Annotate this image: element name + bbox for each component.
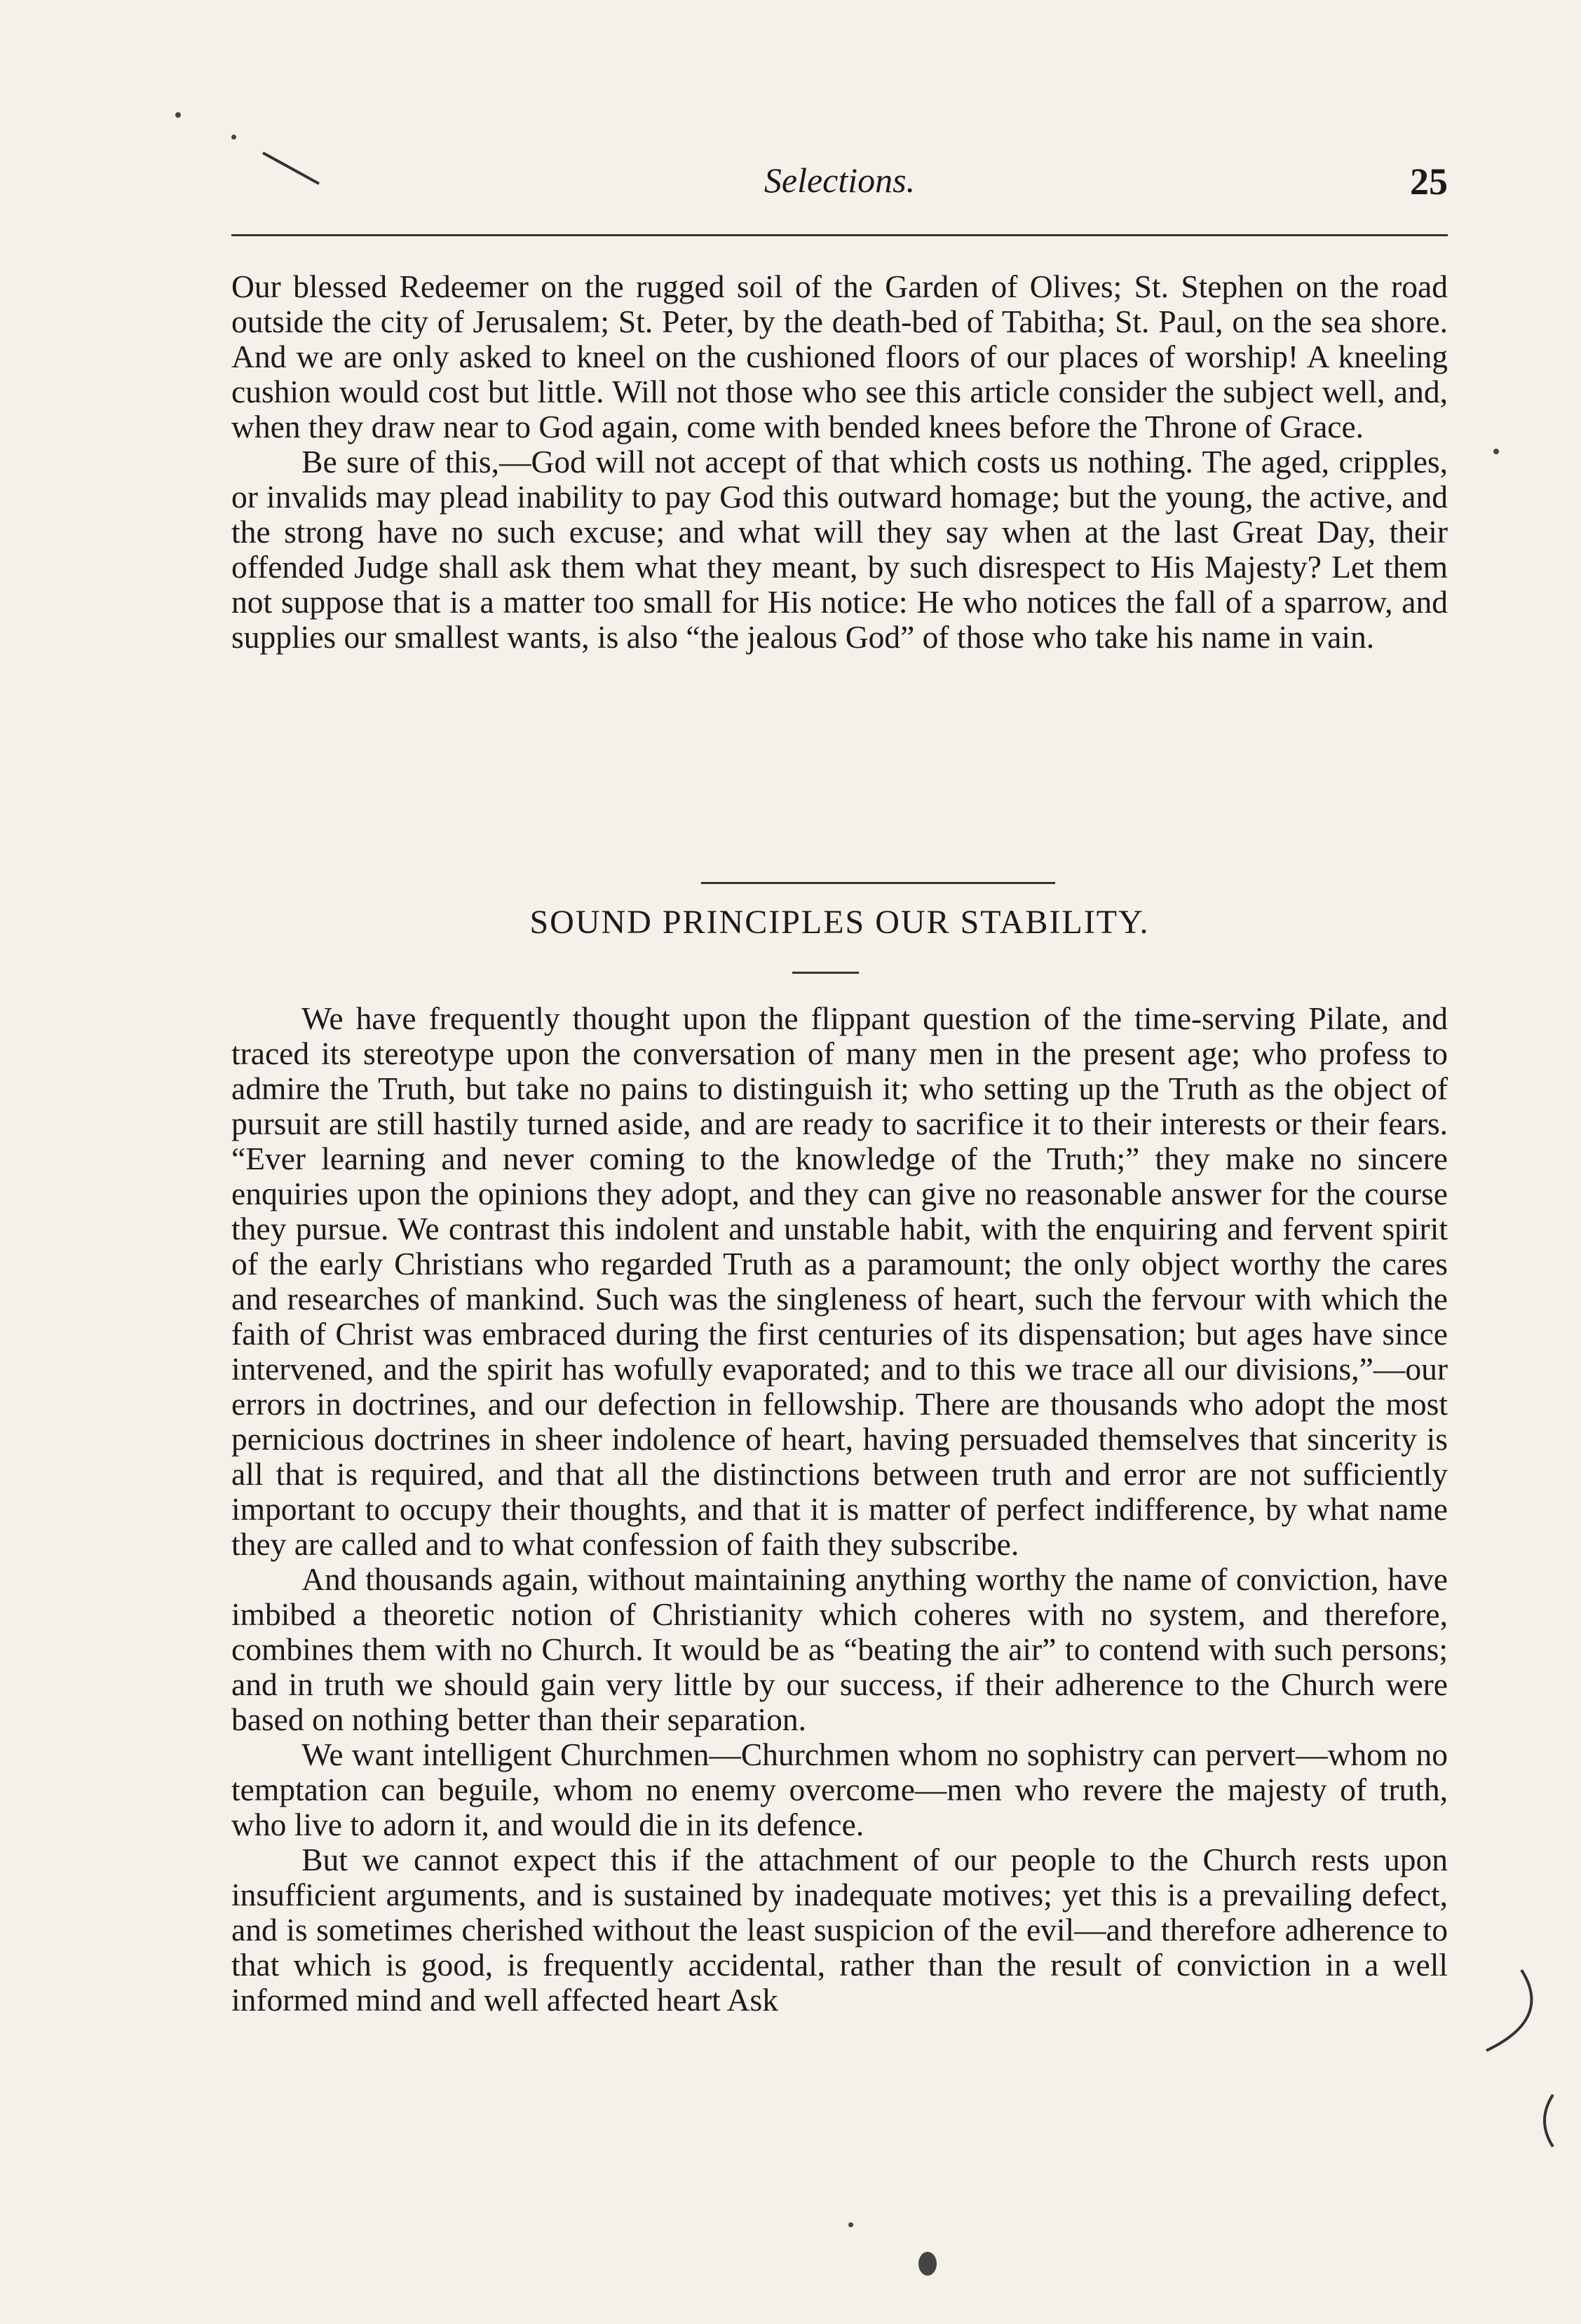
margin-paren-icon xyxy=(1532,2089,1560,2152)
paragraph: We want intelligent Churchmen—Churchmen whom no sophistry can pervert—whom no temptation can beguile, whom no enemy overcome—men who revere the majesty of truth, who live to adorn it, and would die in its defence. xyxy=(231,1737,1448,1842)
scan-speck xyxy=(231,135,236,140)
paragraph: But we cannot expect this if the attachment of our people to the Church rests upon insufficient arguments, and is sustained by inadequate motives; yet this is a prevailing defect, and is sometimes cherished without the least suspicion of the evil—and therefore adherence to that which is good, is frequently accidental, rather than the result of conviction in a well informed mind and well affected heart Ask xyxy=(231,1842,1448,2018)
running-title: Selections. xyxy=(764,161,916,200)
section-divider xyxy=(701,882,1055,884)
scan-speck xyxy=(1493,449,1499,454)
article-body xyxy=(231,1001,1448,2018)
continued-article xyxy=(231,269,1448,655)
paragraph: We have frequently thought upon the flippant question of the time-serving Pilate, and traced its stereotype upon the conversation of many men in the present age; who profess to admire the Truth, but take no pains to distinguish it; who setting up the Truth as the object of pursuit are still hastily turned aside, and are ready to sacrifice it to their interests or their fears. “Ever learning and never coming to the knowledge of the Truth;” they make no sincere enquiries upon the opinions they adopt, and they can give no reasonable answer for the course they pursue. We contrast this indolent and unstable habit, with the enquiring and fervent spirit of the early Christians who regarded Truth as a paramount; the only object worthy the cares and researches of mankind. Such was the singleness of heart, such the fervour with which the faith of Christ was embraced during the first centuries of its dispensation; but ages have since intervened, and the spirit has wofully evaporated; and to this we trace all our divisions,”—our errors in doctrines, and our defection in fellowship. There are thousands who adopt the most pernicious doctrines in sheer indolence of heart, having persuaded themselves that sincerity is all that is required, and that all the distinctions between truth and error are not sufficiently important to occupy their thoughts, and that it is matter of perfect indifference, by what name they are called and to what confession of faith they subscribe. xyxy=(231,1000,1448,1562)
paragraph: And thousands again, without maintaining anything worthy the name of conviction, have imbibed a theoretic notion of Christianity which coheres with no system, and therefore, combines them with no Church. It would be as “beating the air” to contend with such persons; and in truth we should gain very little by our success, if their adherence to the Church were based on nothing better than their separation. xyxy=(231,1561,1448,1737)
scan-speck xyxy=(848,2222,853,2227)
paragraph: Our blessed Redeemer on the rugged soil of the Garden of Olives; St. Stephen on the road outside the city of Jerusalem; St. Peter, by the death-bed of Tabitha; St. Paul, on the sea shore. And we are only asked to kneel on the cushioned floors of our places of worship! A kneeling cushion would cost but little. Will not those who see this article consider the subject well, and, when they draw near to God again, come with bended knees before the Throne of Grace. xyxy=(231,269,1448,444)
header-rule xyxy=(231,234,1448,236)
margin-bracket-icon xyxy=(1479,1963,1556,2061)
paragraph: Be sure of this,—God will not accept of that which costs us nothing. The aged, cripples, or invalids may plead inability to pay God this outward homage; but the young, the active, and the strong have no such excuse; and what will they say when at the last Great Day, their offended Judge shall ask them what they meant, by such disrespect to His Majesty? Let them not suppose that is a matter too small for His notice: He who notices the fall of a sparrow, and supplies our smallest wants, is also “the jealous God” of those who take his name in vain. xyxy=(231,444,1448,655)
title-underline xyxy=(792,972,859,974)
section-title: SOUND PRINCIPLES OUR STABILITY. xyxy=(529,904,1150,941)
ink-blot xyxy=(918,2252,937,2276)
running-head xyxy=(231,160,1448,216)
page-number: 25 xyxy=(1410,161,1448,203)
margin-stroke-icon xyxy=(259,147,323,189)
scan-speck xyxy=(175,112,181,118)
